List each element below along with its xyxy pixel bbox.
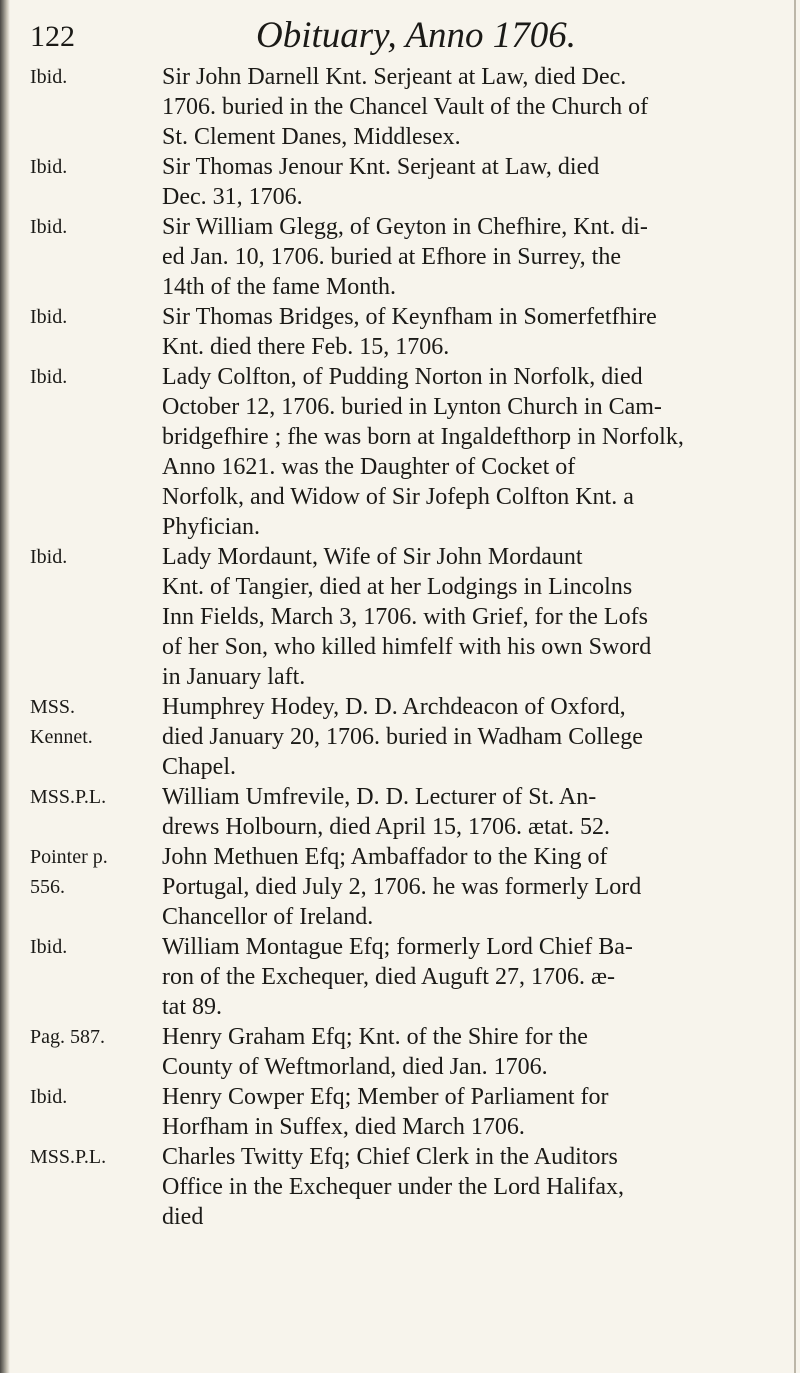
margin-note-line: Ibid. <box>30 216 68 238</box>
entry-text-line: Lady Colfton, of Pudding Norton in Norfolk, died <box>162 364 643 390</box>
margin-note-line: MSS.P.L. <box>30 786 107 808</box>
entry-text-line: County of Weftmorland, died Jan. 1706. <box>162 1054 548 1080</box>
entry-text-line: drews Holbourn, died April 15, 1706. ætat. 52. <box>162 814 610 840</box>
obituary-entry <box>0 932 800 1022</box>
margin-note <box>30 1022 135 1052</box>
margin-note-line: 556. <box>30 876 65 898</box>
margin-note-line: Ibid. <box>30 1086 68 1108</box>
entry-text <box>162 842 782 932</box>
entry-text-line: Chancellor of Ireland. <box>162 904 374 930</box>
obituary-entry <box>0 782 800 842</box>
entry-text-line: ed Jan. 10, 1706. buried at Efhore in Surrey, the <box>162 244 621 270</box>
margin-note <box>30 62 135 92</box>
entry-text-line: 14th of the fame Month. <box>162 274 396 300</box>
margin-note-line: Ibid. <box>30 936 68 958</box>
entry-text-line: Dec. 31, 1706. <box>162 184 303 210</box>
entry-text <box>162 1022 782 1082</box>
entry-text-line: ron of the Exchequer, died Auguft 27, 1706. æ- <box>162 964 615 990</box>
margin-note-line: MSS. <box>30 696 76 718</box>
obituary-entry <box>0 62 800 152</box>
entry-text-line: Charles Twitty Efq; Chief Clerk in the Auditors <box>162 1144 618 1170</box>
margin-note <box>30 692 135 752</box>
running-title <box>256 14 576 57</box>
entry-text-line: Phyfician. <box>162 514 260 540</box>
entry-text-line: William Montague Efq; formerly Lord Chief Ba- <box>162 934 633 960</box>
entry-text-line: William Umfrevile, D. D. Lecturer of St. An- <box>162 784 597 810</box>
obituary-entry <box>0 542 800 692</box>
entry-text-line: of her Son, who killed himfelf with his own Sword <box>162 634 652 660</box>
entry-text-line: Norfolk, and Widow of Sir Jofeph Colfton Knt. a <box>162 484 634 510</box>
margin-note-line: Ibid. <box>30 306 68 328</box>
obituary-entry <box>0 302 800 362</box>
obituary-entry <box>0 692 800 782</box>
margin-note <box>30 542 135 572</box>
obituary-entry <box>0 842 800 932</box>
margin-note-line: Ibid. <box>30 366 68 388</box>
entry-text-line: Portugal, died July 2, 1706. he was formerly Lord <box>162 874 642 900</box>
entry-text-line: Anno 1621. was the Daughter of Cocket of <box>162 454 576 480</box>
obituary-entry <box>0 1082 800 1142</box>
margin-note-line: Pointer p. <box>30 846 108 868</box>
margin-note <box>30 932 135 962</box>
entry-text <box>162 1142 782 1232</box>
obituary-entry <box>0 212 800 302</box>
entry-text-line: Henry Cowper Efq; Member of Parliament for <box>162 1084 609 1110</box>
entry-text-line: Sir Thomas Bridges, of Keynfham in Somerfetfhire <box>162 304 657 330</box>
entry-text-line: in January laft. <box>162 664 306 690</box>
entry-text-line: tat 89. <box>162 994 222 1020</box>
margin-note-line: MSS.P.L. <box>30 1146 107 1168</box>
entry-text <box>162 932 782 1022</box>
margin-note-line: Pag. 587. <box>30 1026 105 1048</box>
entry-text <box>162 62 782 152</box>
entry-text-line: Sir John Darnell Knt. Serjeant at Law, died Dec. <box>162 64 627 90</box>
entry-text-line: Knt. died there Feb. 15, 1706. <box>162 334 450 360</box>
obituary-entry <box>0 1022 800 1082</box>
entry-text-line: Henry Graham Efq; Knt. of the Shire for the <box>162 1024 588 1050</box>
margin-note <box>30 212 135 242</box>
entry-text <box>162 362 782 542</box>
entry-text-line: October 12, 1706. buried in Lynton Church in Cam- <box>162 394 662 420</box>
margin-note-line: Kennet. <box>30 726 93 748</box>
entry-text-line: died <box>162 1204 204 1230</box>
obituary-entry <box>0 152 800 212</box>
entry-text-line: Office in the Exchequer under the Lord Halifax, <box>162 1174 625 1200</box>
margin-note <box>30 782 135 812</box>
entry-text-line: Sir Thomas Jenour Knt. Serjeant at Law, died <box>162 154 600 180</box>
entry-text-line: died January 20, 1706. buried in Wadham College <box>162 724 643 750</box>
entry-text-line: Knt. of Tangier, died at her Lodgings in Lincolns <box>162 574 633 600</box>
entry-text-line: Humphrey Hodey, D. D. Archdeacon of Oxford, <box>162 694 626 720</box>
entry-text <box>162 302 782 362</box>
obituary-entry <box>0 362 800 542</box>
margin-note <box>30 362 135 392</box>
entry-text-line: Lady Mordaunt, Wife of Sir John Mordaunt <box>162 544 583 570</box>
margin-note-line: Ibid. <box>30 546 68 568</box>
margin-note <box>30 152 135 182</box>
entry-text-line: Horfham in Suffex, died March 1706. <box>162 1114 525 1140</box>
entry-text-line: John Methuen Efq; Ambaffador to the King of <box>162 844 608 870</box>
entry-text <box>162 1082 782 1142</box>
entry-text <box>162 152 782 212</box>
entry-text <box>162 782 782 842</box>
entry-text-line: 1706. buried in the Chancel Vault of the Church of <box>162 94 649 120</box>
entry-text-line: bridgefhire ; fhe was born at Ingaldefthorp in Norfolk, <box>162 424 684 450</box>
margin-note <box>30 302 135 332</box>
margin-note <box>30 1142 135 1172</box>
margin-note-line: Ibid. <box>30 66 68 88</box>
page-number: 122 <box>30 20 75 53</box>
entry-text <box>162 542 782 692</box>
entry-text-line: Inn Fields, March 3, 1706. with Grief, for the Lofs <box>162 604 648 630</box>
entry-text-line: St. Clement Danes, Middlesex. <box>162 124 461 150</box>
running-title-text: Obituary, Anno 1706. <box>256 15 576 56</box>
obituary-entry <box>0 1142 800 1232</box>
entry-text-line: Sir William Glegg, of Geyton in Chefhire, Knt. di- <box>162 214 648 240</box>
obituary-entries <box>0 62 800 1232</box>
entry-text <box>162 212 782 302</box>
margin-note <box>30 1082 135 1112</box>
entry-text <box>162 692 782 782</box>
margin-note <box>30 842 135 902</box>
margin-note-line: Ibid. <box>30 156 68 178</box>
entry-text-line: Chapel. <box>162 754 236 780</box>
page-header <box>0 14 800 64</box>
